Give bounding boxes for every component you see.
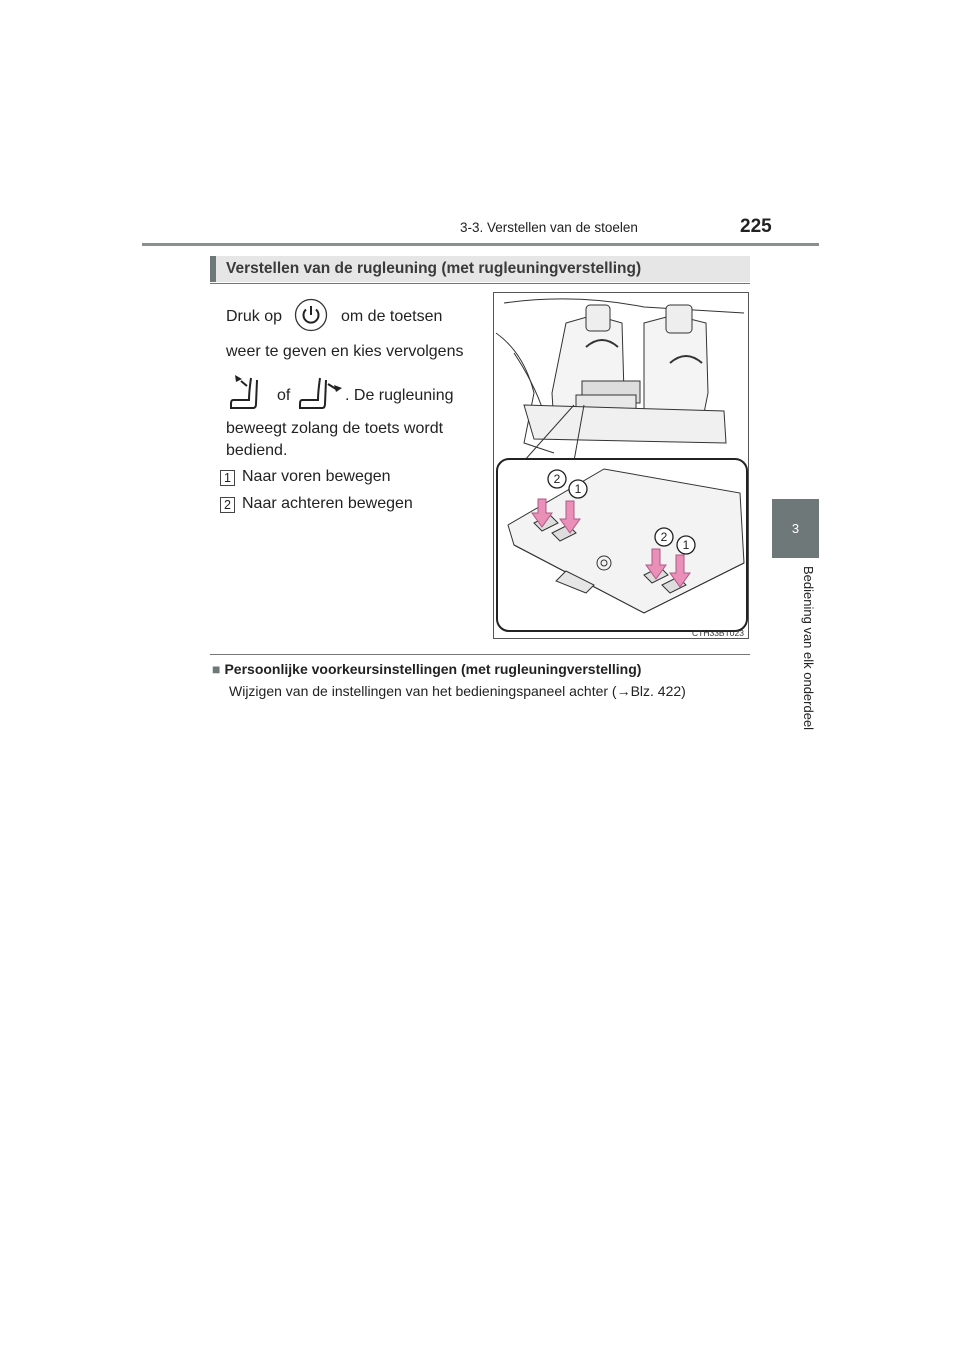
instruction-line1-post: om de toetsen (341, 308, 443, 325)
instruction-line2: weer te geven en kies vervolgens (226, 343, 464, 360)
section-heading-underline (210, 283, 750, 284)
section-heading-accent (210, 256, 216, 282)
figure-callout-4: 1 (682, 538, 690, 552)
step-text-2: Naar achteren bewegen (242, 495, 413, 512)
page-number: 225 (740, 216, 772, 237)
figure-callout-2: 1 (574, 482, 582, 496)
header-section-title: 3-3. Verstellen van de stoelen (460, 220, 638, 235)
note-divider (210, 654, 750, 655)
step-text-1: Naar voren bewegen (242, 468, 391, 485)
rear-seat-illustration (493, 292, 749, 639)
seat-recline-forward-icon (227, 374, 263, 412)
chapter-tab-number: 3 (791, 521, 800, 536)
instruction-line4: beweegt zolang de toets wordt (226, 420, 444, 437)
step-number-2: 2 (220, 497, 235, 513)
chapter-tab-title: Bediening van elk onderdeel (801, 566, 816, 731)
power-button-icon (294, 298, 328, 332)
seat-recline-backward-icon (298, 374, 348, 412)
instruction-line3-post: . De rugleuning (345, 387, 454, 404)
header-divider (142, 243, 819, 246)
note-body: Wijzigen van de instellingen van het bedieningspaneel achter (→Blz. 422) (229, 683, 686, 699)
instruction-line5: bediend. (226, 442, 288, 459)
rear-seat-drawing (494, 293, 748, 638)
instruction-line3-mid: of (277, 387, 291, 404)
note-heading (212, 661, 641, 677)
figure-code: CTH33BT023 (692, 628, 744, 638)
step-number-1: 1 (220, 470, 235, 486)
instruction-line1-pre: Druk op (226, 308, 283, 325)
figure-callout-1: 2 (553, 472, 561, 486)
section-heading: Verstellen van de rugleuning (met rugleuningverstelling) (226, 260, 642, 277)
note-heading-text: Persoonlijke voorkeursinstellingen (met rugleuningverstelling) (224, 661, 642, 677)
figure-callout-3: 2 (660, 530, 668, 544)
note-bullet: ■ (212, 661, 221, 677)
